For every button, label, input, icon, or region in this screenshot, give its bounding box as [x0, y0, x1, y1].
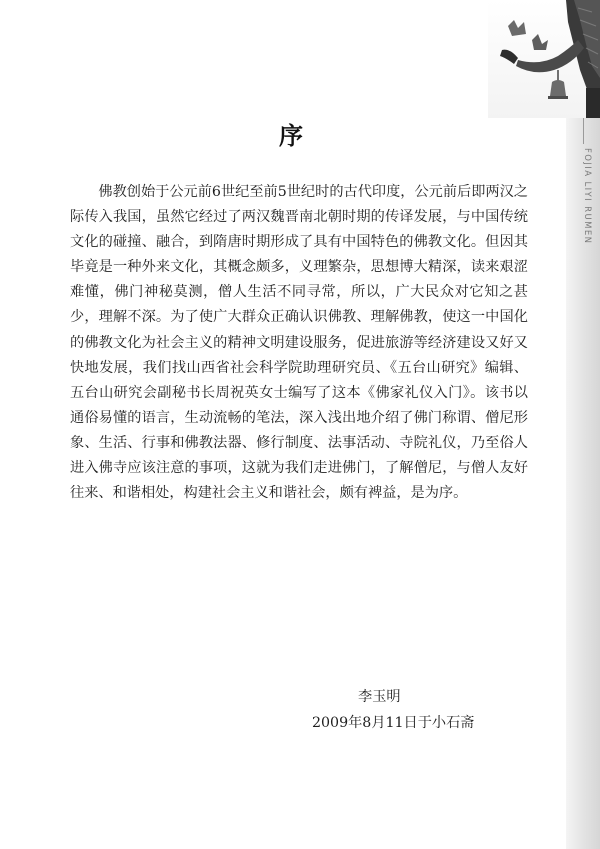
preface-body: 佛教创始于公元前6世纪至前5世纪时的古代印度，公元前后即两汉之际传入我国，虽然它经过了两汉魏晋南北朝时期的传译发展，与中国传统文化的碰撞、融合，到隋唐时期形成了具有中国特色的佛教文化。但因其毕竟是一种外来文化，其概念颇多，义理繁杂，思想博大精深，读来艰涩难懂，佛门神秘莫测，僧人生活不同寻常，所以，广大民众对它知之甚少，理解不深。为了使广大群众正确认识佛教、理解佛教，使这一中国化的佛教文化为社会主义的精神文明建设服务，促进旅游等经济建设又好又快地发展，我们找山西省社会科学院助理研究员、《五台山研究》编辑、五台山研究会副秘书长周祝英女士编写了这本《佛家礼仪入门》。该书以通俗易懂的语言，生动流畅的笔法，深入浅出地介绍了佛门称谓、僧尼形象、生活、行事和佛教法器、修行制度、法事活动、寺院礼仪，乃至俗人进入佛寺应该注意的事项，这就为我们走进佛门，了解僧尼，与僧人友好往来、和谐相处，构建社会主义和谐社会，颇有裨益，是为序。	[70, 184, 528, 502]
signature-date: 2009年8月11日于小石斋	[312, 715, 475, 731]
spine-rule	[583, 118, 584, 144]
spine-text: FOJIA LIYI RUMEN	[582, 148, 592, 245]
author-signature: 李玉明	[358, 689, 401, 705]
temple-roof-eave-image	[488, 0, 600, 118]
temple-roof-eave-icon	[488, 0, 600, 118]
page-title: 序	[279, 121, 305, 150]
